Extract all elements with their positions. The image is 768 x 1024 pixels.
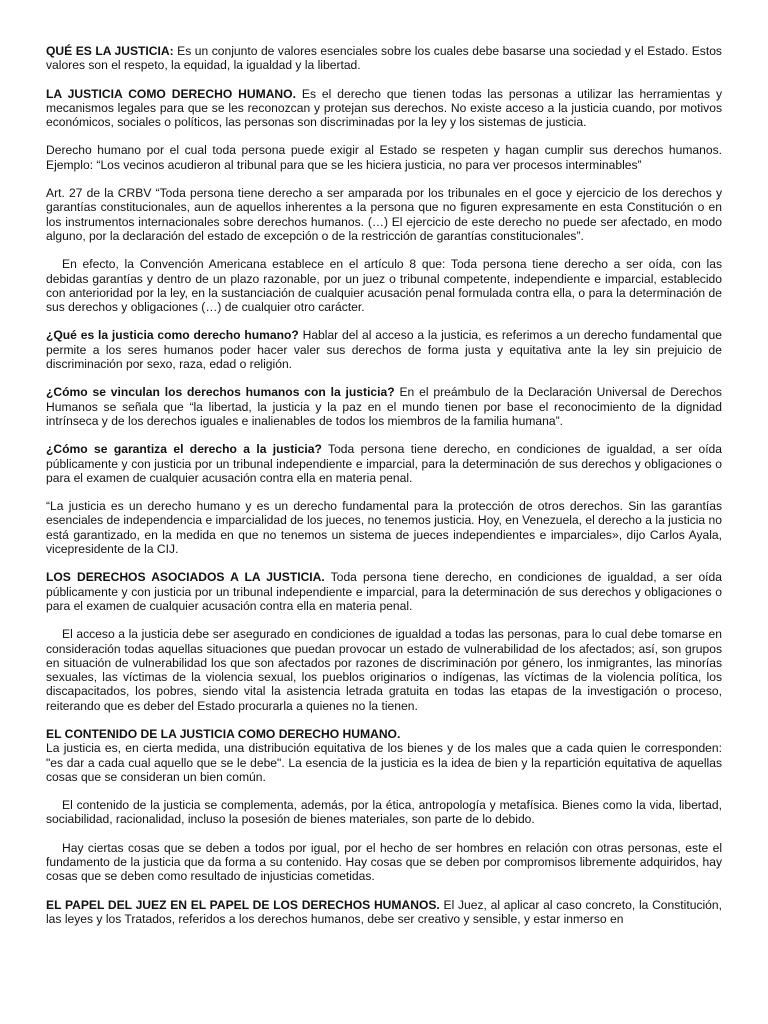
paragraph-derechos-asociados [46, 570, 722, 613]
paragraph-text: Es el derecho que tienen todas las personas a utilizar las herramientas y mecanismos legales para que se les reconozcan y protejan sus derechos. No existe acceso a la justicia cuando, por motivos económicos, sociales o políticos, las personas son discriminadas por la ley y los sistemas de justicia. [46, 86, 722, 130]
paragraph-cita-cij [46, 499, 722, 556]
heading-derechos-asociados: LOS DERECHOS ASOCIADOS A LA JUSTICIA. [46, 570, 325, 585]
paragraph-text: Toda persona tiene derecho, en condiciones de igualdad, a ser oída públicamente y con justicia por un tribunal independiente e imparcial, para la determinación de sus derechos y obligaciones o para el examen de cualquier acusación contra ella en materia penal. [46, 442, 722, 485]
paragraph-text: La justicia es, en cierta medida, una distribución equitativa de los bienes y de los males que a cada quien le corresponden: "es dar a cada cual aquello que se le debe". La esencia de la justicia es la idea de bien y la repartición equitativa de aquellas cosas que se consideran un bien común. [46, 741, 722, 784]
paragraph-convencion-americana [46, 257, 722, 314]
paragraph-ciertas-cosas [46, 841, 722, 884]
paragraph-text: El contenido de la justicia se complementa, además, por la ética, antropología y metafísica. Bienes como la vida, libertad, sociabilidad, racionalidad, incluso la posesión de bienes materiales, son parte de lo debido. [46, 798, 722, 827]
paragraph-text: Derecho humano por el cual toda persona puede exigir al Estado se respeten y hagan cumplir sus derechos humanos. Ejemplo: “Los vecinos acudieron al tribunal para que se les hiciera justicia, no para ver procesos interminables” [46, 143, 722, 172]
paragraph-q-vinculan [46, 385, 722, 428]
paragraph-text: Es un conjunto de valores esenciales sobre los cuales debe basarse una sociedad y el Estado. Estos valores son el respeto, la equidad, la igualdad y la libertad. [46, 44, 722, 73]
paragraph-text: Hablar del al acceso a la justicia, es referimos a un derecho fundamental que permite a los seres humanos poder hacer valer sus derechos de forma justa y equitativa ante la ley sin prejuicio de discriminación por sexo, raza, edad o religión. [46, 328, 722, 372]
paragraph-text: Toda persona tiene derecho, en condiciones de igualdad, a ser oída públicamente y con justicia por un tribunal independiente e imparcial, para la determinación de sus derechos y obligaciones o para el examen de cualquier acusación contra ella en materia penal. [46, 570, 722, 613]
paragraph-que-es-la-justicia [46, 44, 722, 73]
question-que-es: ¿Qué es la justicia como derecho humano? [46, 328, 299, 343]
paragraph-text: “La justicia es un derecho humano y es un derecho fundamental para la protección de otros derechos. Sin las garantías esenciales de independencia e imparcialidad de los jueces, no tenemos justicia. Hoy, en Venezuela, el derecho a la justicia no está garantizado, en la medida en que no tenemos un sistema de jueces independientes e imparciales», dijo Carlos Ayala, vicepresidente de la CIJ. [46, 499, 722, 557]
paragraph-text: En efecto, la Convención Americana establece en el artículo 8 que: Toda persona tiene derecho a ser oída, con las debidas garantías y dentro de un plazo razonable, por un juez o tribunal competente, independiente e imparcial, establecido con anterioridad por la ley, en la sustanciación de cualquier acusación penal formulada contra ella, o para la determinación de sus derechos y obligaciones (…) de cualquier otro carácter. [46, 257, 722, 315]
paragraph-text: El acceso a la justicia debe ser asegurado en condiciones de igualdad a todas las personas, para lo cual debe tomarse en consideración todas aquellas situaciones que puedan provocar un estado de vulnerabilidad de los afectados; así, son grupos en situación de vulnerabilidad los que son afectados por razones de discriminación por género, los inmigrantes, las minorías sexuales, las víctimas de la violencia sexual, los pueblos originarios o indígenas, las víctimas de la violencia política, los discapacitados, los pobres, siendo vital la asistencia letrada gratuita en todas las etapas de la investigación o proceso, reiterando que es deber del Estado procurarla a quienes no la tienen. [46, 627, 722, 713]
heading-que-es-la-justicia: QUÉ ES LA JUSTICIA: [46, 44, 174, 58]
question-vinculan: ¿Cómo se vinculan los derechos humanos con la justicia? [46, 385, 395, 400]
paragraph-text: El Juez, al aplicar al caso concreto, la Constitución, las leyes y los Tratados, referidos a los derechos humanos, debe ser creativo y sensible, y estar inmerso en [46, 897, 722, 926]
paragraph-acceso-igualdad [46, 627, 722, 713]
paragraph-q-garantiza [46, 442, 722, 485]
heading-justicia-derecho-humano: LA JUSTICIA COMO DERECHO HUMANO. [46, 86, 296, 101]
heading-contenido-line [46, 727, 722, 741]
paragraph-text: Art. 27 de la CRBV “Toda persona tiene derecho a ser amparada por los tribunales en el goce y ejercicio de los derechos y garantías constitucionales, aun de aquellos inherentes a la persona que no figuren expresamente en esta Constitución o en los instrumentos internacionales sobre derechos humanos. (…) El ejercicio de este derecho no puede ser afectado, en modo alguno, por la declaración del estado de excepción o de la restricción de garantías constitucionales”. [46, 186, 722, 243]
paragraph-contenido [46, 741, 722, 784]
paragraph-derecho-humano [46, 87, 722, 130]
paragraph-text: En el preámbulo de la Declaración Universal de Derechos Humanos se señala que “la libertad, la justicia y la paz en el mundo tienen por base el reconocimiento de la dignidad intrínseca y de los derechos iguales e inalienables de todos los miembros de la familia humana”. [46, 385, 722, 428]
paragraph-art-27 [46, 186, 722, 243]
heading-papel-juez: EL PAPEL DEL JUEZ EN EL PAPEL DE LOS DERECHOS HUMANOS. [46, 897, 440, 912]
paragraph-etica [46, 798, 722, 827]
paragraph-text: Hay ciertas cosas que se deben a todos por igual, por el hecho de ser hombres en relación con otras personas, este el fundamento de la justicia que da forma a su contenido. Hay cosas que se deben por compromisos libremente adquiridos, hay cosas que se deben como resultado de injusticias cometidas. [46, 840, 722, 884]
heading-contenido-justicia: EL CONTENIDO DE LA JUSTICIA COMO DERECHO HUMANO. [46, 726, 401, 741]
paragraph-q-que-es [46, 328, 722, 371]
question-garantiza: ¿Cómo se garantiza el derecho a la justicia? [46, 442, 322, 457]
paragraph-ejemplo [46, 143, 722, 172]
paragraph-papel-juez [46, 898, 722, 927]
